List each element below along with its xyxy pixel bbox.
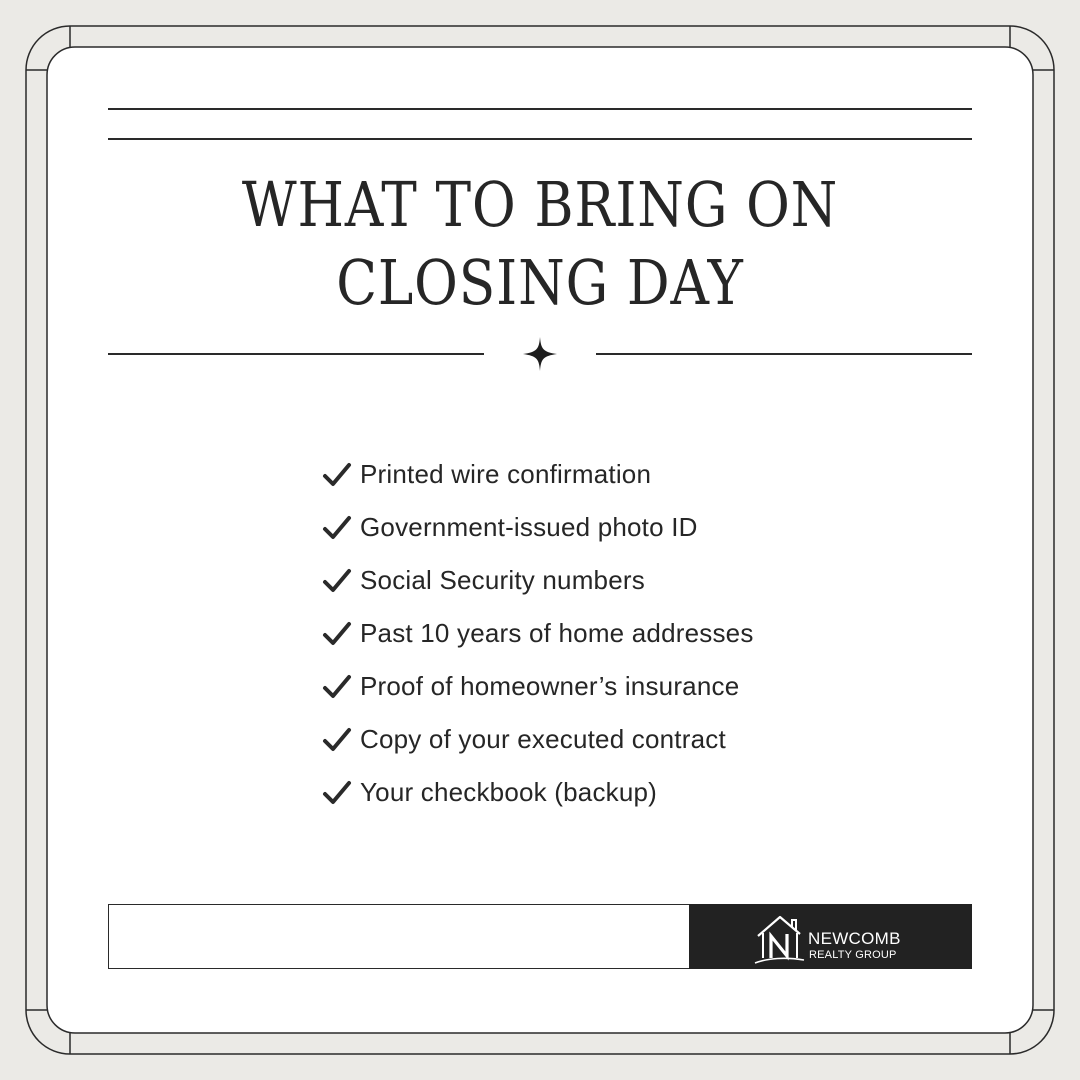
top-rule-2 (108, 138, 972, 140)
top-rule-1 (108, 108, 972, 110)
page-title-line-1: WHAT TO BRING ON (241, 168, 839, 241)
house-n-logo-icon (754, 914, 806, 964)
list-item (322, 554, 754, 607)
checkmark-icon (322, 460, 352, 490)
checkmark-icon (322, 566, 352, 596)
page-title-line-2: CLOSING DAY (336, 246, 744, 319)
list-item-label: Printed wire confirmation (360, 459, 652, 489)
brand-logo-panel (689, 904, 972, 969)
checkmark-icon (322, 513, 352, 543)
list-item-label: Proof of homeowner’s insurance (360, 671, 740, 701)
list-item-label: Social Security numbers (360, 565, 645, 595)
brand-name: NEWCOMB (808, 929, 901, 948)
list-item (322, 501, 754, 554)
checkmark-icon (322, 619, 352, 649)
list-item (322, 448, 754, 501)
checkmark-icon (322, 778, 352, 808)
footer-blank-box (108, 904, 689, 969)
list-item (322, 766, 754, 819)
list-item-label: Your checkbook (backup) (360, 777, 658, 807)
checkmark-icon (322, 725, 352, 755)
checklist (322, 448, 754, 819)
list-item-label: Copy of your executed contract (360, 724, 726, 754)
list-item-label: Past 10 years of home addresses (360, 618, 754, 648)
brand-subtitle: REALTY GROUP (809, 949, 897, 961)
sparkle-icon (519, 333, 561, 375)
checkmark-icon (322, 672, 352, 702)
divider-left (108, 353, 484, 355)
divider-right (596, 353, 972, 355)
list-item (322, 660, 754, 713)
list-item (322, 607, 754, 660)
list-item (322, 713, 754, 766)
list-item-label: Government-issued photo ID (360, 512, 698, 542)
